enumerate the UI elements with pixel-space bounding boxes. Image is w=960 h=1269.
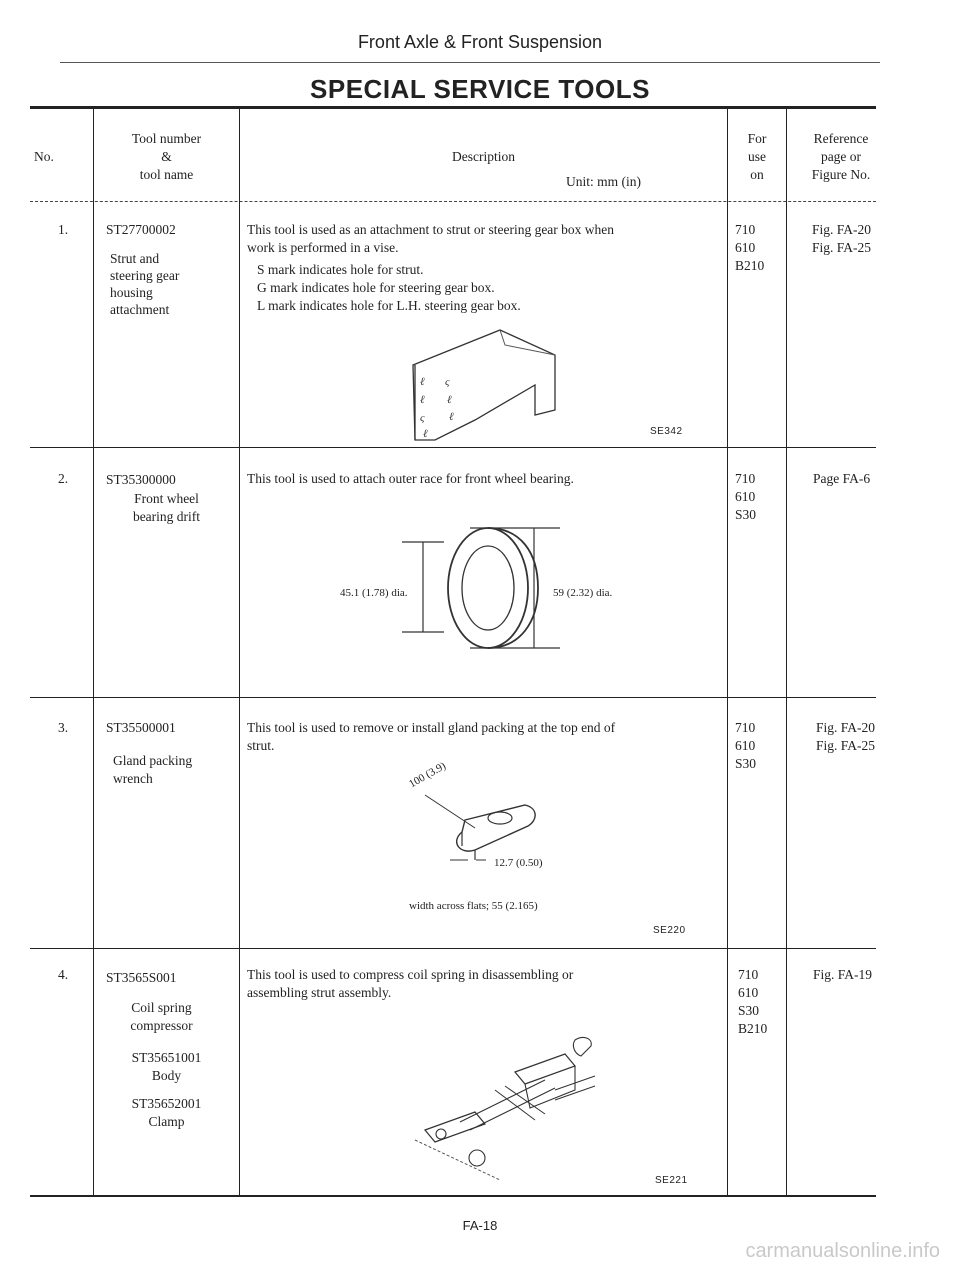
col-header-use-line: on [750, 167, 764, 182]
use-on-item: 610 [738, 985, 759, 1000]
tool-name-line: housing [110, 285, 153, 300]
col-header-use-line: use [748, 149, 766, 164]
col-header-reference [787, 130, 895, 184]
use-on-list [735, 221, 764, 275]
page-number: FA-18 [462, 1218, 498, 1233]
tool-name-line: compressor [130, 1018, 193, 1033]
description-line: G mark indicates hole for steering gear box. [257, 280, 495, 295]
sub-part-number: ST35651001 [131, 1050, 202, 1065]
strut-attachment-illustration [405, 325, 575, 445]
header-divider [30, 201, 876, 202]
col-header-ref-line: Figure No. [811, 167, 871, 182]
use-on-item: S30 [735, 507, 757, 522]
reference-item: Fig. FA-25 [816, 738, 876, 753]
use-on-list [735, 470, 756, 524]
svg-text:ℓ: ℓ [420, 376, 425, 388]
tool-name [110, 250, 179, 318]
use-on-item: 610 [735, 738, 756, 753]
use-on-item: S30 [735, 756, 757, 771]
gland-wrench-illustration [420, 780, 540, 865]
use-on-item: 710 [735, 222, 756, 237]
row-divider [30, 697, 876, 698]
reference-item: Fig. FA-25 [812, 240, 872, 255]
tool-number: ST35500001 [106, 720, 176, 735]
use-on-item: S30 [738, 1003, 760, 1018]
watermark: carmanualsonline.info [745, 1240, 940, 1262]
description [247, 719, 615, 755]
description [247, 221, 614, 315]
dimension-label: 12.7 (0.50) [494, 857, 543, 869]
coil-spring-compressor-illustration [405, 1030, 625, 1180]
tool-number: ST3565S001 [106, 970, 177, 985]
col-header-ref-line: Reference [813, 131, 869, 146]
use-on-item: B210 [738, 1021, 768, 1036]
reference-list [816, 719, 875, 755]
sub-part-name: Clamp [148, 1114, 185, 1129]
reference-item: Fig. FA-19 [813, 967, 873, 982]
header-rule [60, 62, 880, 63]
reference-item: Fig. FA-20 [812, 222, 872, 237]
description-line: assembling strut assembly. [247, 985, 392, 1000]
col-header-no: No. [34, 149, 54, 164]
use-on-item: B210 [735, 258, 765, 273]
row-divider [30, 948, 876, 949]
svg-text:ℓ: ℓ [420, 394, 425, 406]
row-number: 1. [58, 222, 69, 237]
figure-code: SE342 [650, 426, 683, 437]
col-header-tool-line: & [161, 149, 172, 164]
tool-name-line: attachment [110, 302, 170, 317]
description-line: S mark indicates hole for strut. [257, 262, 424, 277]
figure-code: SE220 [653, 925, 686, 936]
use-on-item: 710 [738, 967, 759, 982]
page-title: SPECIAL SERVICE TOOLS [310, 74, 650, 104]
dimension-label: 100 (3.9) [407, 759, 448, 791]
use-on-item: 710 [735, 471, 756, 486]
tool-name-line: wrench [113, 771, 153, 786]
dimension-label: 45.1 (1.78) dia. [340, 587, 408, 599]
bearing-drift-illustration [430, 522, 570, 654]
dimension-label: width across flats; 55 (2.165) [409, 900, 538, 912]
description: This tool is used to attach outer race for front wheel bearing. [247, 471, 574, 486]
col-header-description: Description [452, 149, 515, 164]
svg-text:ℓ: ℓ [423, 428, 428, 440]
tool-name-line: Coil spring [131, 1000, 192, 1015]
row-number: 2. [58, 471, 69, 486]
svg-text:ℓ: ℓ [447, 394, 452, 406]
tool-name [94, 999, 229, 1035]
column-divider [239, 108, 240, 1196]
col-header-tool-line: tool name [139, 167, 194, 182]
row-divider [30, 447, 876, 448]
use-on-list [738, 966, 767, 1038]
description-line: This tool is used as an attachment to strut or steering gear box when [247, 222, 615, 237]
col-header-tool [94, 130, 239, 184]
tool-name [113, 752, 192, 788]
use-on-item: 610 [735, 489, 756, 504]
reference-list [813, 966, 872, 984]
description-line: This tool is used to compress coil spring in disassembling or [247, 967, 574, 982]
reference-item: Page FA-6 [813, 471, 871, 486]
use-on-item: 710 [735, 720, 756, 735]
page-header: Front Axle & Front Suspension [357, 32, 603, 52]
tool-name-line: Front wheel [134, 491, 199, 506]
svg-text:ℓ: ℓ [449, 411, 454, 423]
col-header-tool-line: Tool number [131, 131, 202, 146]
col-header-ref-line: page or [820, 149, 862, 164]
row-number: 3. [58, 720, 69, 735]
sub-parts [94, 1049, 239, 1131]
tool-number: ST27700002 [106, 222, 176, 237]
tool-number: ST35300000 [106, 472, 176, 487]
table-bottom-rule [30, 1195, 876, 1197]
tool-name-line: Gland packing [113, 753, 193, 768]
figure-code: SE221 [655, 1175, 688, 1186]
column-divider [786, 108, 787, 1196]
sub-part-number: ST35652001 [131, 1096, 202, 1111]
use-on-list [735, 719, 756, 773]
tool-name-line: steering gear [110, 268, 180, 283]
row-number: 4. [58, 967, 69, 982]
tool-name-line: bearing drift [132, 509, 201, 524]
sub-part-name: Body [151, 1068, 182, 1083]
description [247, 966, 573, 1002]
table-top-rule [30, 106, 876, 109]
svg-text:ς: ς [420, 412, 425, 424]
reference-list [813, 470, 870, 488]
svg-text:ς: ς [445, 376, 450, 388]
tool-name-line: Strut and [110, 251, 160, 266]
tool-name [94, 490, 239, 526]
description-line: work is performed in a vise. [247, 240, 399, 255]
column-divider [727, 108, 728, 1196]
col-header-use-line: For [747, 131, 767, 146]
dimension-label: 59 (2.32) dia. [553, 587, 613, 599]
use-on-item: 610 [735, 240, 756, 255]
description-line: L mark indicates hole for L.H. steering gear box. [257, 298, 521, 313]
description-line: strut. [247, 738, 275, 753]
description-line: This tool is used to remove or install gland packing at the top end of [247, 720, 616, 735]
reference-list [812, 221, 871, 257]
col-header-unit: Unit: mm (in) [566, 174, 641, 189]
reference-item: Fig. FA-20 [816, 720, 876, 735]
col-header-use-on [728, 130, 786, 184]
